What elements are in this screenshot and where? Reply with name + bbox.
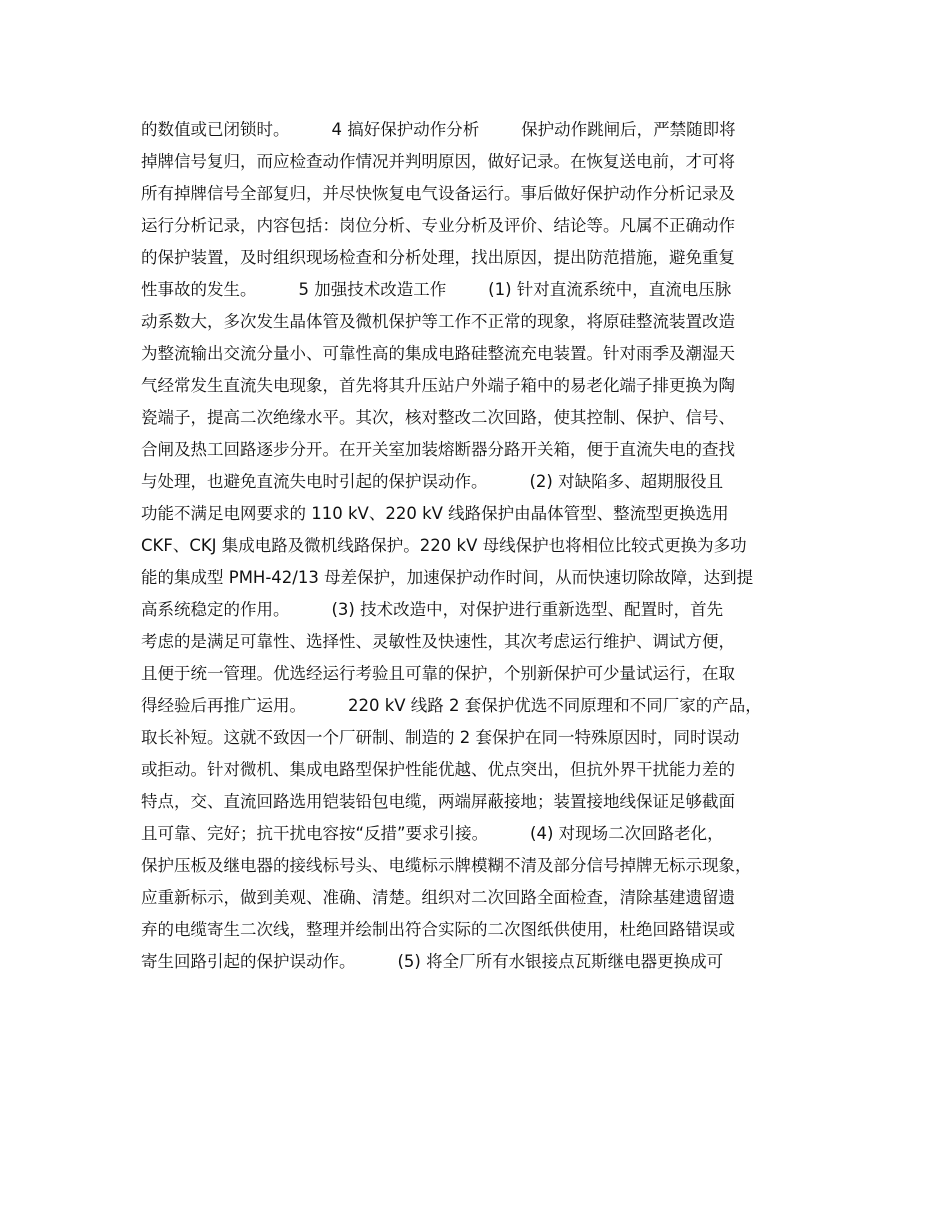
text-line: 气经常发生直流失电现象，首先将其升压站户外端子箱中的易老化端子排更换为陶	[141, 376, 735, 395]
text-line: 与处理，也避免直流失电时引起的保护误动作。 (2) 对缺陷多、超期服役且	[141, 472, 724, 491]
text-line: 能的集成型 PMH-42/13 母差保护，加速保护动作时间，从而快速切除故障，达到提	[141, 568, 754, 587]
text-line: 高系统稳定的作用。 (3) 技术改造中，对保护进行重新选型、配置时，首先	[141, 600, 724, 619]
text-line: 瓷端子，提高二次绝缘水平。其次，核对整改二次回路，使其控制、保护、信号、	[141, 408, 735, 427]
text-line: 取长补短。这就不致因一个厂研制、制造的 2 套保护在同一特殊原因时，同时误动	[141, 728, 740, 747]
text-line: 特点，交、直流回路选用铠装铅包电缆，两端屏蔽接地；装置接地线保证足够截面	[141, 792, 735, 811]
text-line: 功能不满足电网要求的 110 kV、220 kV 线路保护由晶体管型、整流型更换选用	[141, 504, 729, 523]
text-line: 为整流输出交流分量小、可靠性高的集成电路硅整流充电装置。针对雨季及潮湿天	[141, 344, 735, 363]
text-line: 合闸及热工回路逐步分开。在开关室加装熔断器分路开关箱，便于直流失电的查找	[141, 440, 735, 459]
text-line: 的数值或已闭锁时。 4 搞好保护动作分析 保护动作跳闸后，严禁随即将	[141, 120, 736, 139]
text-line: 或拒动。针对微机、集成电路型保护性能优越、优点突出，但抗外界干扰能力差的	[141, 760, 735, 779]
text-line: 考虑的是满足可靠性、选择性、灵敏性及快速性，其次考虑运行维护、调试方便，	[141, 632, 735, 651]
text-line: 动系数大，多次发生晶体管及微机保护等工作不正常的现象，将原硅整流装置改造	[141, 312, 735, 331]
text-line: 且可靠、完好；抗干扰电容按“反措”要求引接。 (4) 对现场二次回路老化，	[141, 824, 724, 843]
text-line: 弃的电缆寄生二次线，整理并绘制出符合实际的二次图纸供使用，杜绝回路错误或	[141, 920, 735, 939]
text-line: 的保护装置，及时组织现场检查和分析处理，找出原因，提出防范措施，避免重复	[141, 248, 735, 267]
text-line: CKF、CKJ 集成电路及微机线路保护。220 kV 母线保护也将相位比较式更换为多功	[141, 536, 747, 555]
text-line: 运行分析记录，内容包括：岗位分析、专业分析及评价、结论等。凡属不正确动作	[141, 216, 735, 235]
text-line: 得经验后再推广运用。 220 kV 线路 2 套保护优选不同原理和不同厂家的产品，	[141, 696, 762, 715]
text-line: 寄生回路引起的保护误动作。 (5) 将全厂所有水银接点瓦斯继电器更换成可	[141, 952, 724, 971]
text-line: 掉牌信号复归，而应检查动作情况并判明原因，做好记录。在恢复送电前，才可将	[141, 152, 735, 171]
text-line: 保护压板及继电器的接线标号头、电缆标示牌模糊不清及部分信号掉牌无标示现象，	[141, 856, 752, 875]
text-line: 且便于统一管理。优选经运行考验且可靠的保护，个别新保护可少量试运行，在取	[141, 664, 735, 683]
body-text	[141, 114, 831, 978]
text-line: 性事故的发生。 5 加强技术改造工作 (1) 针对直流系统中，直流电压脉	[141, 280, 732, 299]
text-line: 应重新标示，做到美观、准确、清楚。组织对二次回路全面检查，清除基建遗留遗	[141, 888, 735, 907]
text-line: 所有掉牌信号全部复归，并尽快恢复电气设备运行。事后做好保护动作分析记录及	[141, 184, 735, 203]
